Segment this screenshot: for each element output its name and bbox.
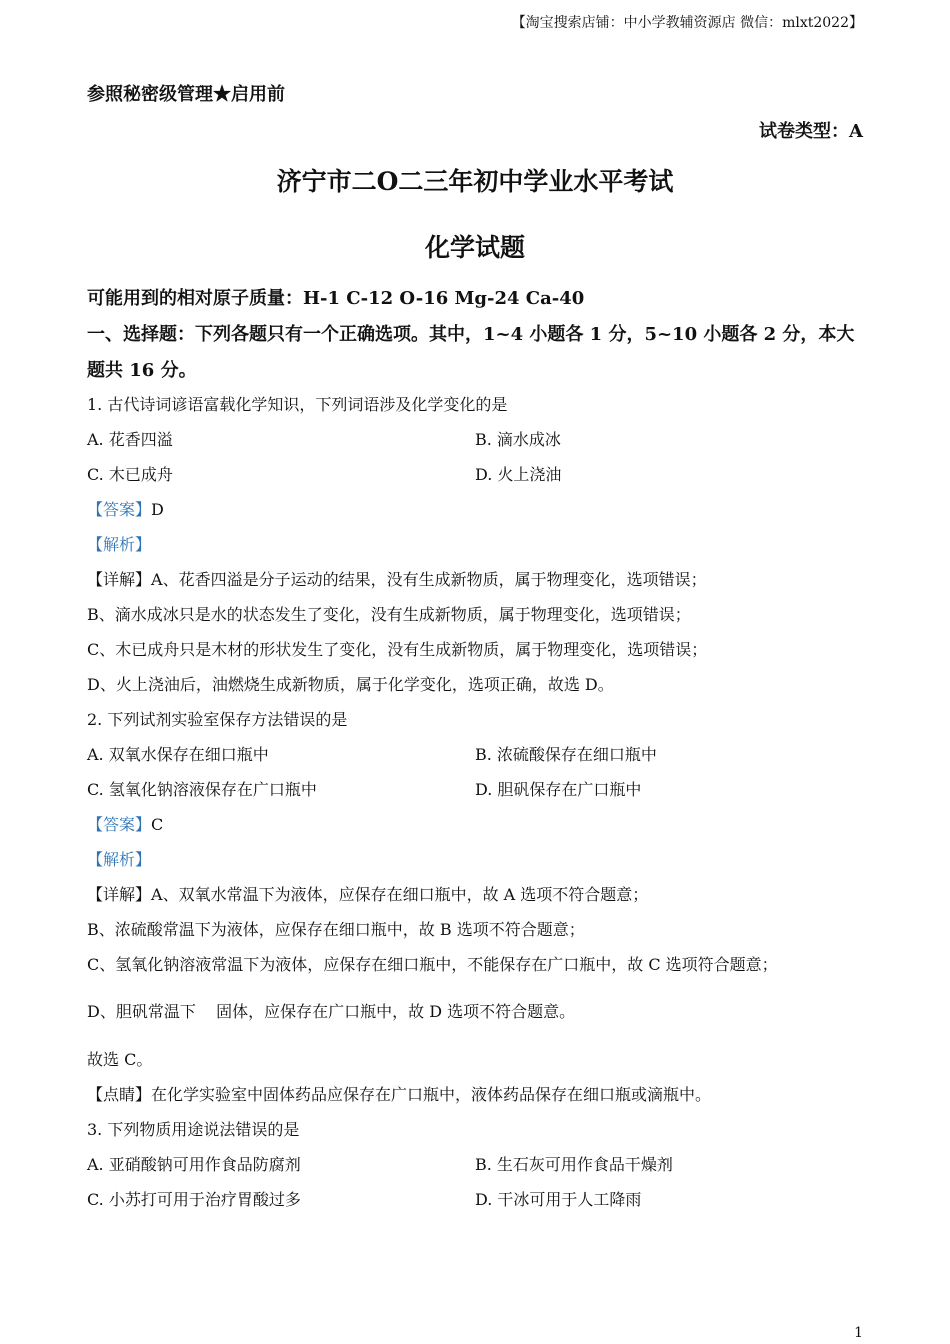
- q2-detail-tag: 【详解】: [87, 885, 152, 904]
- q1-option-c: C. 木已成舟: [87, 465, 173, 484]
- q2-tip-line: [87, 1084, 711, 1106]
- q1-analysis-tag: 【解析】: [87, 535, 152, 554]
- q2-conclusion: 故选 C。: [87, 1050, 153, 1069]
- secret-label: 参照秘密级管理★启用前: [87, 84, 285, 105]
- q2-detail-1: A、双氧水常温下为液体，应保存在细口瓶中，故 A 选项不符合题意；: [151, 885, 649, 904]
- q1-option-d: D. 火上浇油: [475, 465, 562, 484]
- q1-option-b: B. 滴水成冰: [475, 430, 561, 449]
- header-note: 【淘宝搜索店铺：中小学教辅资源店 微信：mlxt2022】: [511, 15, 863, 31]
- page-number: 1: [854, 1325, 863, 1341]
- q1-stem: 1. 古代诗词谚语富载化学知识，下列词语涉及化学变化的是: [87, 395, 508, 414]
- q3-option-b: B. 生石灰可用作食品干燥剂: [475, 1155, 673, 1174]
- q2-stem: 2. 下列试剂实验室保存方法错误的是: [87, 710, 348, 729]
- q2-option-d: D. 胆矾保存在广口瓶中: [475, 780, 642, 799]
- q3-option-c: C. 小苏打可用于治疗胃酸过多: [87, 1190, 301, 1209]
- q1-detail-line-1: [87, 569, 707, 591]
- q1-detail-4: D、火上浇油后，油燃烧生成新物质，属于化学变化，选项正确，故选 D。: [87, 675, 614, 694]
- subject-title: 化学试题: [424, 233, 525, 262]
- q1-detail-3: C、木已成舟只是木材的形状发生了变化，没有生成新物质，属于物理变化，选项错误；: [87, 640, 708, 659]
- q2-analysis-tag: 【解析】: [87, 850, 152, 869]
- q2-option-c: C. 氢氧化钠溶液保存在广口瓶中: [87, 780, 317, 799]
- q2-tip-tag: 【点睛】: [87, 1085, 152, 1104]
- q2-answer-line: [87, 814, 163, 836]
- atomic-masses: 可能用到的相对原子质量：H-1 C-12 O-16 Mg-24 Ca-40: [87, 288, 585, 309]
- section-heading-line2: 题共 16 分。: [87, 360, 197, 381]
- q1-detail-1: A、花香四溢是分子运动的结果，没有生成新物质，属于物理变化，选项错误；: [151, 570, 707, 589]
- q2-detail-4: D、胆矾常温下 固体，应保存在广口瓶中，故 D 选项不符合题意。: [87, 1002, 576, 1021]
- q3-option-a: A. 亚硝酸钠可用作食品防腐剂: [87, 1155, 301, 1174]
- q2-answer-tag: 【答案】: [87, 815, 152, 834]
- q2-tip: 在化学实验室中固体药品应保存在广口瓶中，液体药品保存在细口瓶或滴瓶中。: [151, 1085, 712, 1104]
- q1-answer: D: [151, 500, 164, 519]
- q2-option-a: A. 双氧水保存在细口瓶中: [87, 745, 269, 764]
- q1-detail-2: B、滴水成冰只是水的状态发生了变化，没有生成新物质，属于物理变化，选项错误；: [87, 605, 691, 624]
- q1-option-a: A. 花香四溢: [87, 430, 173, 449]
- q2-option-b: B. 浓硫酸保存在细口瓶中: [475, 745, 657, 764]
- q2-answer: C: [151, 815, 164, 834]
- exam-title: 济宁市二O二三年初中学业水平考试: [276, 167, 674, 196]
- q2-detail-2: B、浓硫酸常温下为液体，应保存在细口瓶中，故 B 选项不符合题意；: [87, 920, 585, 939]
- q2-detail-line-1: [87, 884, 648, 906]
- section-heading-line1: 一、选择题：下列各题只有一个正确选项。其中，1~4 小题各 1 分，5~10 小题各 2 分，本大: [87, 324, 855, 345]
- q3-stem: 3. 下列物质用途说法错误的是: [87, 1120, 300, 1139]
- q1-answer-tag: 【答案】: [87, 500, 152, 519]
- q2-detail-3: C、氢氧化钠溶液常温下为液体，应保存在细口瓶中，不能保存在广口瓶中，故 C 选项符合题意；: [87, 955, 778, 974]
- q3-option-d: D. 干冰可用于人工降雨: [475, 1190, 642, 1209]
- q1-detail-tag: 【详解】: [87, 570, 152, 589]
- paper-type: 试卷类型：A: [759, 121, 863, 142]
- q1-answer-line: [87, 499, 164, 521]
